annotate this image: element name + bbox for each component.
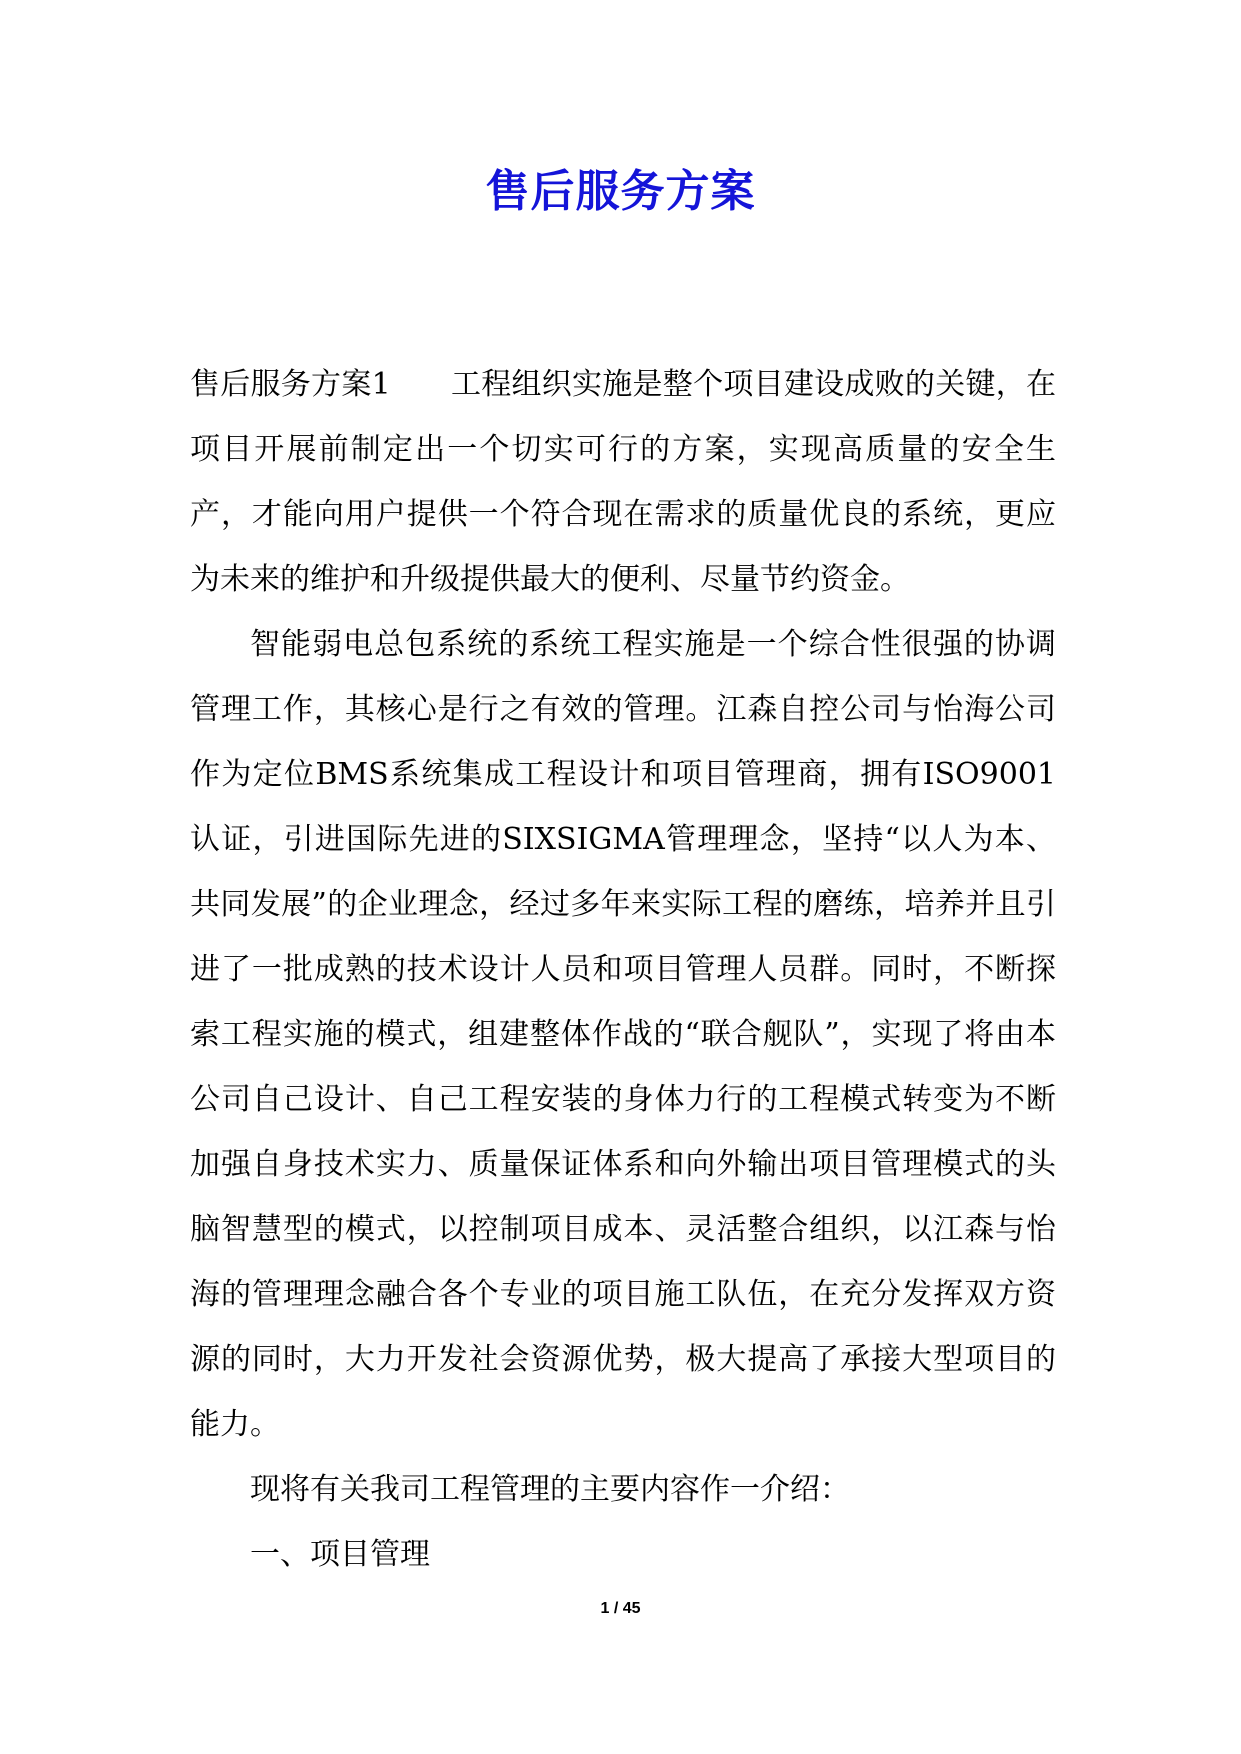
document-title: 售后服务方案 <box>485 166 756 217</box>
page-number: 1 / 45 <box>600 1600 641 1617</box>
document-body <box>190 352 1056 1587</box>
section-heading-project-management: 一、项目管理 <box>250 1537 430 1572</box>
intro-paragraph-text: 工程组织实施是整个项目建设成败的关键，在项目开展前制定出一个切实可行的方案，实现高质量的安全生产，才能向用户提供一个符合现在需求的质量优良的系统，更应为未来的维护和升级提供最大的便利、尽量节约资金。 <box>190 367 1056 597</box>
body-paragraph-system: 智能弱电总包系统的系统工程实施是一个综合性很强的协调管理工作，其核心是行之有效的管理。江森自控公司与怡海公司作为定位BMS系统集成工程设计和项目管理商，拥有ISO9001认证，引进国际先进的SIXSIGMA管理理念，坚持“以人为本、共同发展”的企业理念，经过多年来实际工程的磨练，培养并且引进了一批成熟的技术设计人员和项目管理人员群。同时，不断探索工程实施的模式，组建整体作战的“联合舰队”，实现了将由本公司自己设计、自己工程安装的身体力行的工程模式转变为不断加强自身技术实力、质量保证体系和向外输出项目管理模式的头脑智慧型的模式，以控制项目成本、灵活整合组织，以江森与怡海的管理理念融合各个专业的项目施工队伍，在充分发挥双方资源的同时，大力开发社会资源优势，极大提高了承接大型项目的能力。 <box>190 627 1056 1442</box>
body-paragraph-intro-summary: 现将有关我司工程管理的主要内容作一介绍： <box>250 1472 850 1507</box>
intro-label: 售后服务方案1 <box>190 367 391 402</box>
intro-paragraph <box>190 352 1056 612</box>
